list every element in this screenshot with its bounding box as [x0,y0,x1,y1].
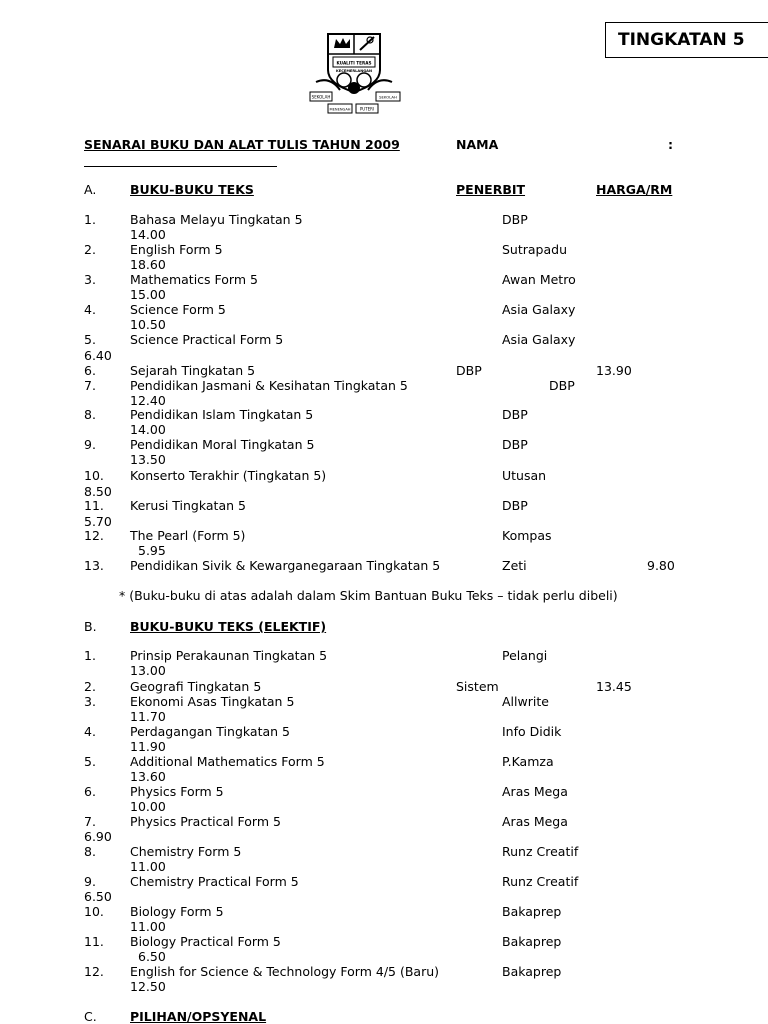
price: 18.60 [130,257,166,272]
price: 6.50 [138,949,166,964]
price: 6.40 [84,348,112,363]
publisher: P.Kamza [502,754,554,769]
nama-label: NAMA [456,137,499,152]
item-number: 4. [84,724,96,739]
item-number: 9. [84,437,96,452]
book-title: Sejarah Tingkatan 5 [130,363,256,378]
price: 14.00 [130,422,166,437]
item-number: 4. [84,302,96,317]
item-number: 5. [84,754,96,769]
price: 11.00 [130,859,166,874]
item-number: 10. [84,468,104,483]
price: 5.70 [84,514,112,529]
publisher: Bakaprep [502,964,562,979]
book-title: Pendidikan Moral Tingkatan 5 [130,437,315,452]
item-number: 8. [84,844,96,859]
svg-text:SEKOLAH: SEKOLAH [311,94,331,100]
price: 14.00 [130,227,166,242]
publisher: Kompas [502,528,552,543]
book-title: Pendidikan Islam Tingkatan 5 [130,407,314,422]
publisher: Bakaprep [502,904,562,919]
book-title: Bahasa Melayu Tingkatan 5 [130,212,303,227]
book-title: Chemistry Form 5 [130,844,242,859]
svg-text:KECEMERLANGAN: KECEMERLANGAN [336,69,372,73]
price: 11.70 [130,709,166,724]
book-title: Science Practical Form 5 [130,332,284,347]
book-title: Pendidikan Sivik & Kewarganegaraan Tingkatan 5 [130,558,441,573]
item-number: 3. [84,272,96,287]
item-number: 11. [84,498,104,513]
grade-label: TINGKATAN 5 [605,22,768,58]
publisher: DBP [549,378,575,393]
publisher: Pelangi [502,648,548,663]
publisher: Utusan [502,468,547,483]
item-number: 13. [84,558,104,573]
section-c-heading: PILIHAN/OPSYENAL [130,1009,267,1024]
item-number: 3. [84,694,96,709]
publisher: Aras Mega [502,814,568,829]
nama-underline [84,166,277,167]
publisher: Aras Mega [502,784,568,799]
publisher: Runz Creatif [502,874,579,889]
item-number: 6. [84,363,96,378]
publisher: Runz Creatif [502,844,579,859]
publisher: Bakaprep [502,934,562,949]
item-number: 12. [84,964,104,979]
item-number: 1. [84,648,96,663]
price: 12.40 [130,393,166,408]
section-c-letter: C. [84,1009,97,1024]
item-number: 1. [84,212,96,227]
book-title: English Form 5 [130,242,223,257]
publisher: Info Didik [502,724,562,739]
book-title: Pendidikan Jasmani & Kesihatan Tingkatan 5 [130,378,408,393]
publisher: Asia Galaxy [502,302,576,317]
publisher: DBP [456,363,482,378]
price: 9.80 [647,558,675,573]
publisher: DBP [502,498,528,513]
book-title: Chemistry Practical Form 5 [130,874,299,889]
item-number: 8. [84,407,96,422]
price: 13.50 [130,452,166,467]
book-title: Science Form 5 [130,302,226,317]
textbook-scheme-note: * (Buku-buku di atas adalah dalam Skim Bantuan Buku Teks – tidak perlu dibeli) [119,588,618,603]
book-title: Mathematics Form 5 [130,272,258,287]
item-number: 2. [84,679,96,694]
school-crest-logo [306,26,402,122]
item-number: 5. [84,332,96,347]
price-header: HARGA/RM [596,182,673,197]
price: 6.50 [84,889,112,904]
item-number: 11. [84,934,104,949]
book-title: Prinsip Perakaunan Tingkatan 5 [130,648,328,663]
section-b-heading: BUKU-BUKU TEKS (ELEKTIF) [130,619,327,634]
publisher: DBP [502,212,528,227]
publisher: DBP [502,437,528,452]
item-number: 12. [84,528,104,543]
price: 13.00 [130,663,166,678]
price: 12.50 [130,979,166,994]
publisher: Sistem [456,679,499,694]
svg-text:PUTERI: PUTERI [359,106,375,112]
book-title: Geografi Tingkatan 5 [130,679,262,694]
item-number: 7. [84,378,96,393]
publisher: Allwrite [502,694,549,709]
publisher: Zeti [502,558,527,573]
publisher: Awan Metro [502,272,576,287]
price: 13.90 [596,363,632,378]
svg-text:KUALITI TERAS: KUALITI TERAS [336,60,372,66]
book-title: Perdagangan Tingkatan 5 [130,724,290,739]
book-title: Biology Practical Form 5 [130,934,281,949]
book-title: The Pearl (Form 5) [130,528,246,543]
price: 15.00 [130,287,166,302]
book-title: Biology Form 5 [130,904,224,919]
price: 6.90 [84,829,112,844]
item-number: 6. [84,784,96,799]
price: 8.50 [84,484,112,499]
price: 13.45 [596,679,632,694]
book-title: Ekonomi Asas Tingkatan 5 [130,694,295,709]
price: 5.95 [138,543,166,558]
book-title: English for Science & Technology Form 4/5 (Baru) [130,964,440,979]
svg-text:MENENGAH: MENENGAH [329,107,351,112]
book-title: Konserto Terakhir (Tingkatan 5) [130,468,327,483]
publisher: Sutrapadu [502,242,568,257]
book-title: Physics Form 5 [130,784,224,799]
section-b-letter: B. [84,619,97,634]
publisher: DBP [502,407,528,422]
item-number: 7. [84,814,96,829]
section-a-letter: A. [84,182,97,197]
price: 10.50 [130,317,166,332]
book-title: Additional Mathematics Form 5 [130,754,325,769]
document-title: SENARAI BUKU DAN ALAT TULIS TAHUN 2009 [84,137,400,152]
item-number: 9. [84,874,96,889]
svg-text:SEKOLAH: SEKOLAH [379,94,397,100]
publisher: Asia Galaxy [502,332,576,347]
price: 11.00 [130,919,166,934]
book-title: Physics Practical Form 5 [130,814,281,829]
nama-colon: : [668,137,673,152]
book-title: Kerusi Tingkatan 5 [130,498,246,513]
price: 10.00 [130,799,166,814]
item-number: 2. [84,242,96,257]
item-number: 10. [84,904,104,919]
publisher-header: PENERBIT [456,182,526,197]
price: 13.60 [130,769,166,784]
section-a-heading: BUKU-BUKU TEKS [130,182,254,197]
price: 11.90 [130,739,166,754]
